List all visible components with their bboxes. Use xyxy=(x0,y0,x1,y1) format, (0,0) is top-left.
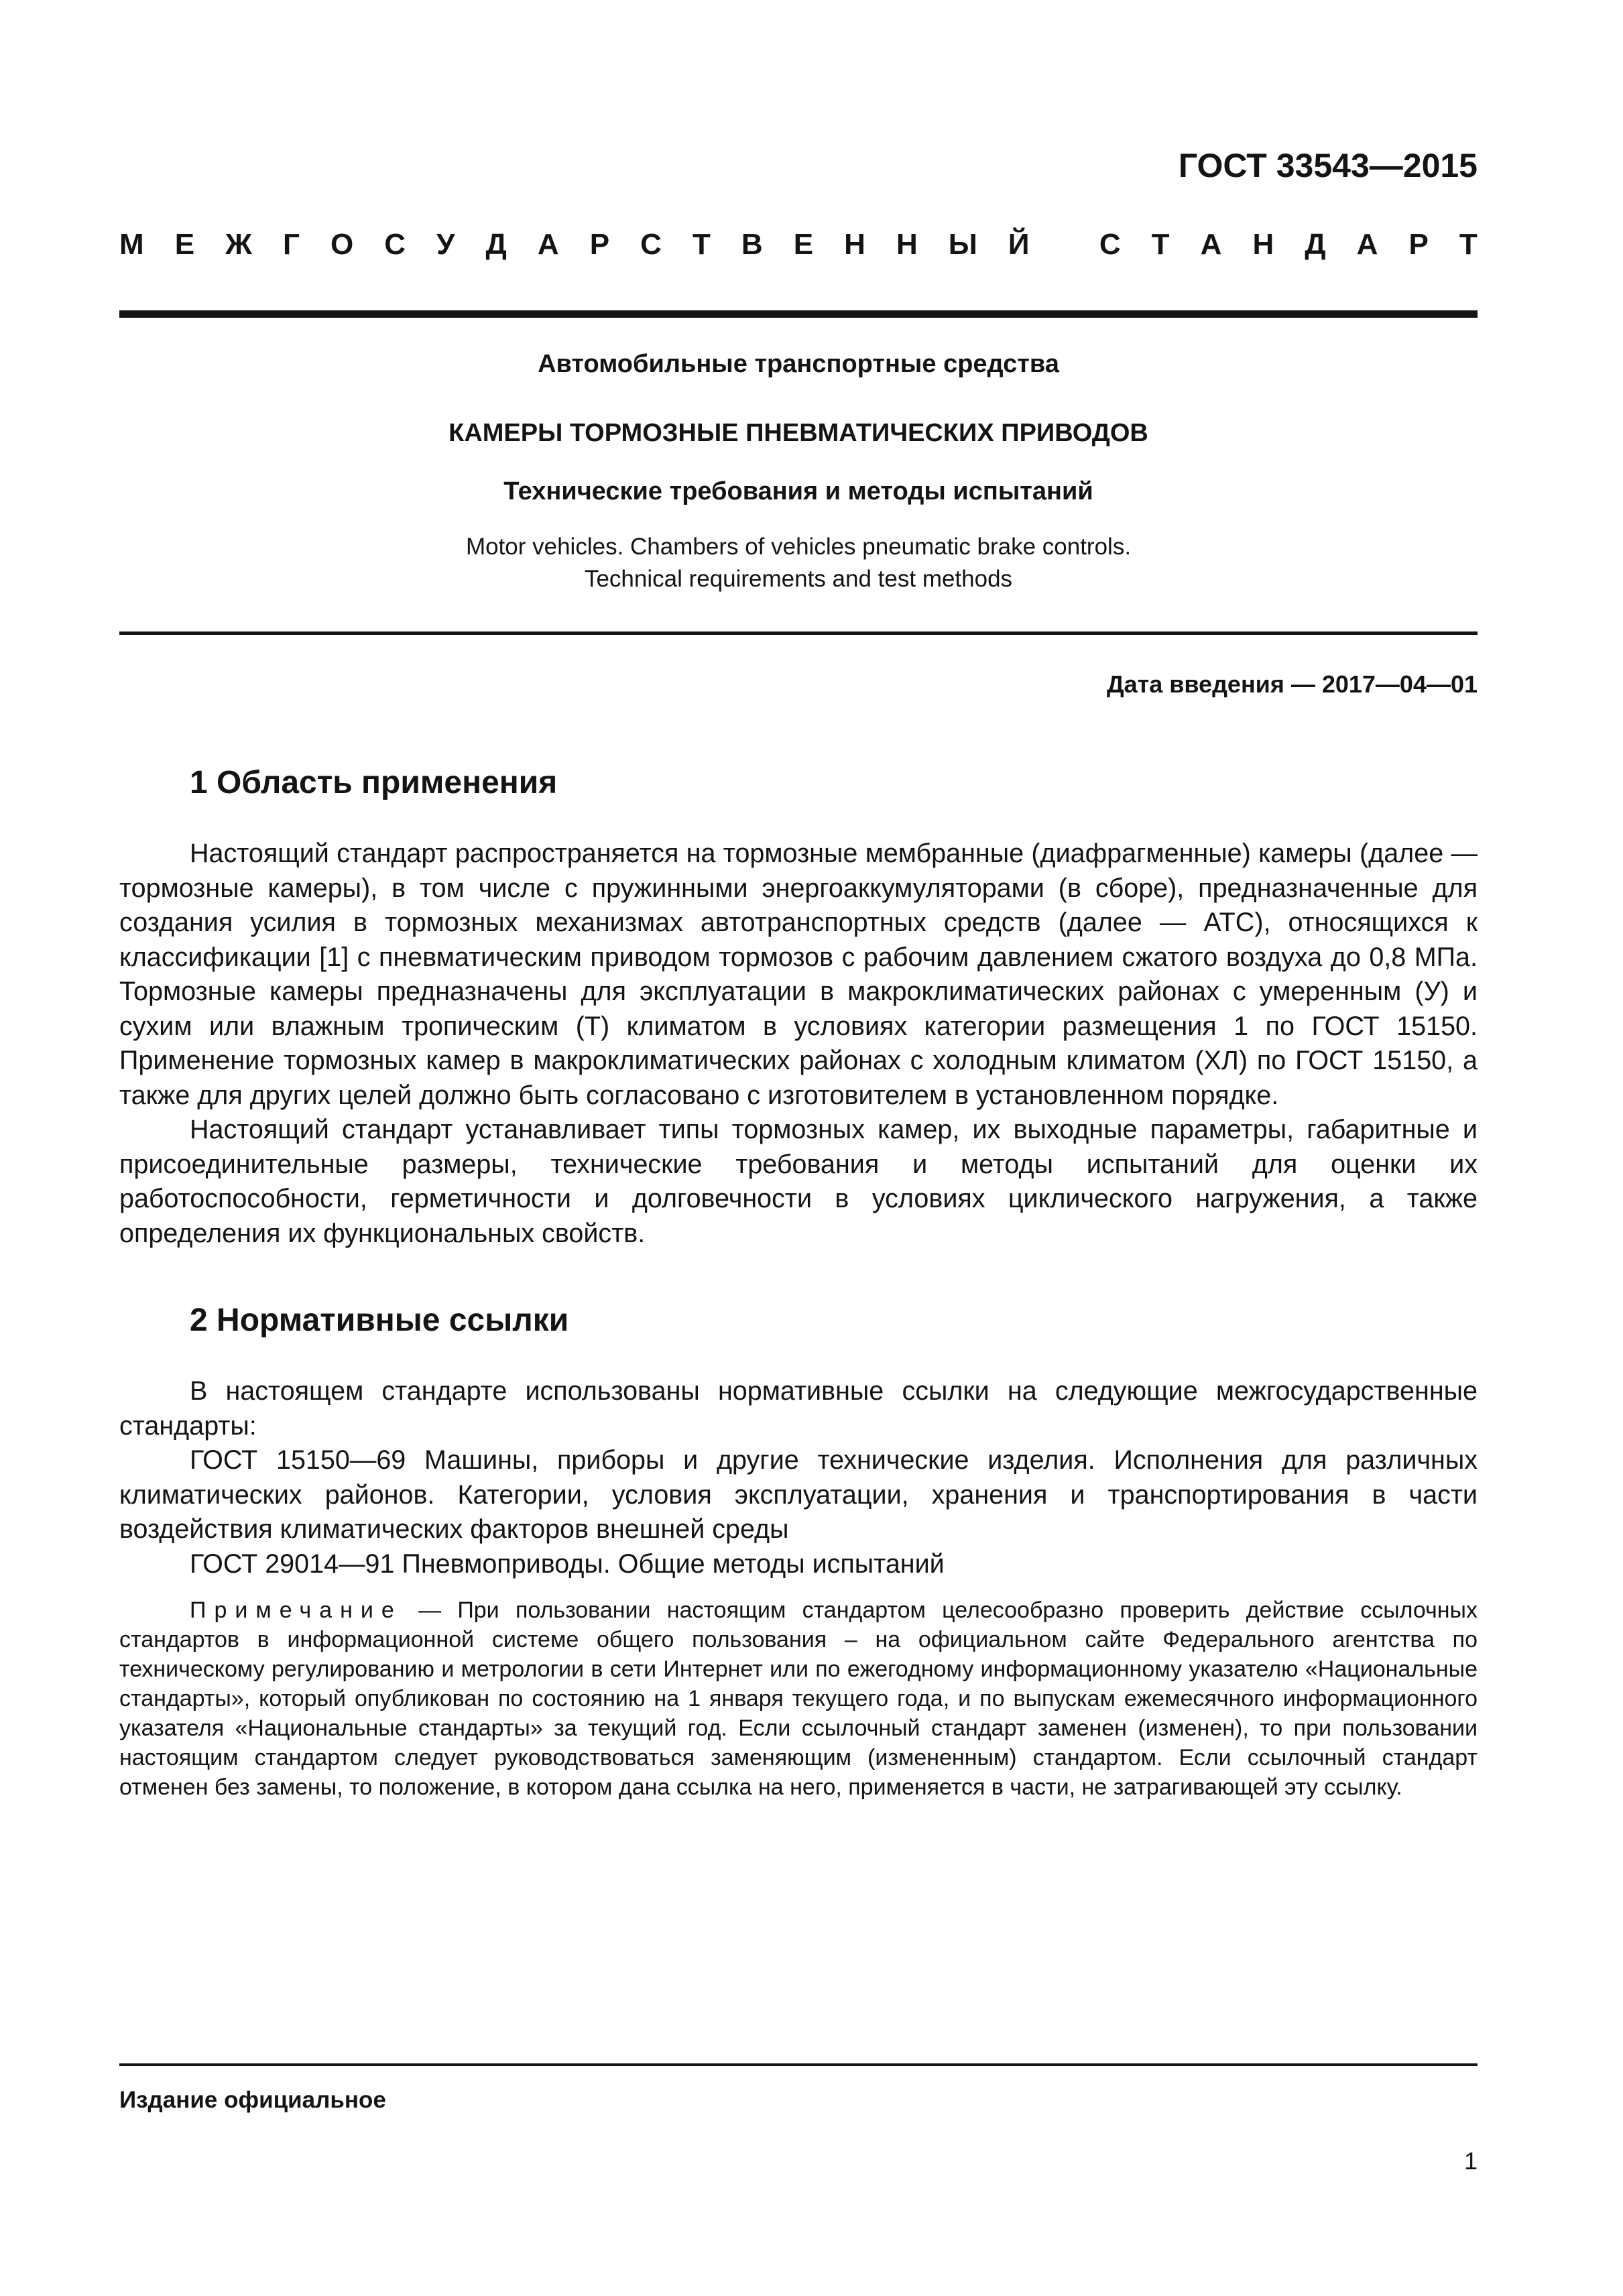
interstate-letter: Й xyxy=(1008,228,1030,261)
introduction-date: Дата введения — 2017—04—01 xyxy=(1106,670,1478,698)
interstate-letter: Т xyxy=(692,228,711,261)
footer-divider xyxy=(119,2063,1478,2066)
interstate-letter: Т xyxy=(1151,228,1170,261)
note-text: — При пользовании настоящим стандартом целесообразно проверить действие ссылочных стандартов в информационной системе общего пользования – на официальном сайте Федерального агентства по техническому регулированию и метрологии в сети Интернет или по ежегодному информационному указателю «Национальные стандарты», который опубликован по состоянию на 1 января текущего года, и по выпускам ежемесячного информационного указателя «Национальные стандарты» за текущий год. Если ссылочный стандарт заменен (изменен), то при пользовании настоящим стандартом следует руководствоваться заменяющим (измененным) стандартом. Если ссылочный стандарт отменен без замены, то положение, в котором дана ссылка на него, применяется в части, не затрагивающей эту ссылку. xyxy=(119,1597,1478,1800)
interstate-letter: А xyxy=(1200,228,1222,261)
title-category: Автомобильные транспортные средства xyxy=(538,350,1059,378)
english-title-line-2: Technical requirements and test methods xyxy=(584,566,1013,592)
interstate-letter: Н xyxy=(844,228,865,261)
interstate-letter: О xyxy=(330,228,354,261)
interstate-standard-heading xyxy=(119,228,1478,261)
interstate-letter: Н xyxy=(1252,228,1274,261)
interstate-letter: М xyxy=(119,228,144,261)
interstate-letter: Д xyxy=(1305,228,1326,261)
interstate-letter xyxy=(1061,228,1069,261)
section-1-paragraph-1: Настоящий стандарт распространяется на тормозные мембранные (диафрагменные) камеры (далее — тормозные камеры), в том числе с пружинными энергоаккумуляторами (в сборе), предназначенные для создания усилия в тормозных механизмах автотранспортных средств (далее — АТС), относящихся к классификации [1] с пневматическим приводом тормозов с рабочим давлением сжатого воздуха до 0,8 МПа. Тормозные камеры предназначены для эксплуатации в макроклиматических районах с умеренным (У) и сухим или влажным тропическим (Т) климатом в условиях категории размещения 1 по ГОСТ 15150. Применение тормозных камер в макроклиматических районах с холодным климатом (ХЛ) по ГОСТ 15150, а также для других целей должно быть согласовано с изготовителем в установленном порядке. xyxy=(119,839,1478,1110)
section-2-paragraph-1: В настоящем стандарте использованы нормативные ссылки на следующие межгосударственные стандарты: xyxy=(119,1376,1478,1441)
section-2-body xyxy=(119,1374,1478,1581)
interstate-letter: С xyxy=(1099,228,1121,261)
interstate-letter: Г xyxy=(282,228,300,261)
section-1-body xyxy=(119,837,1478,1251)
interstate-letter: Е xyxy=(793,228,814,261)
title-subtitle: Технические требования и методы испытаний xyxy=(503,477,1093,505)
interstate-letter: У xyxy=(436,228,455,261)
interstate-letter: Ы xyxy=(948,228,977,261)
reference-gost-15150: ГОСТ 15150—69 Машины, приборы и другие технические изделия. Исполнения для различных климатических районов. Категории, условия эксплуатации, хранения и транспортирования в части воздействия климатических факторов внешней среды xyxy=(119,1445,1478,1544)
english-title-line-1: Motor vehicles. Chambers of vehicles pneumatic brake controls. xyxy=(465,534,1132,560)
interstate-letter: Т xyxy=(1459,228,1478,261)
english-title xyxy=(119,531,1478,595)
interstate-letter: Р xyxy=(1408,228,1429,261)
title-main: КАМЕРЫ ТОРМОЗНЫЕ ПНЕВМАТИЧЕСКИХ ПРИВОДОВ xyxy=(448,419,1148,447)
section-1-heading: 1 Область применения xyxy=(190,765,558,800)
interstate-letter: С xyxy=(640,228,662,261)
reference-gost-29014: ГОСТ 29014—91 Пневмоприводы. Общие методы испытаний xyxy=(190,1549,945,1579)
interstate-letter: В xyxy=(741,228,763,261)
section-1-paragraph-2: Настоящий стандарт устанавливает типы тормозных камер, их выходные параметры, габаритные и присоединительные размеры, технические требования и методы испытаний для оценки их работоспособности, герметичности и долговечности в условиях циклического нагружения, а также определения их функциональных свойств. xyxy=(119,1115,1478,1248)
interstate-letter: Н xyxy=(896,228,918,261)
interstate-letter: А xyxy=(1356,228,1378,261)
interstate-letter: Д xyxy=(485,228,507,261)
interstate-letter: Ж xyxy=(225,228,252,261)
interstate-letter: С xyxy=(384,228,406,261)
page-number: 1 xyxy=(1463,2147,1478,2175)
document-code: ГОСТ 33543—2015 xyxy=(1178,147,1478,184)
interstate-letter: Е xyxy=(174,228,195,261)
section-2-heading: 2 Нормативные ссылки xyxy=(190,1303,569,1338)
edition-label: Издание официальное xyxy=(119,2087,386,2113)
header-divider xyxy=(119,310,1478,318)
interstate-letter: А xyxy=(537,228,559,261)
note-label: Примечание xyxy=(190,1597,402,1623)
interstate-letter: Р xyxy=(589,228,610,261)
note-block xyxy=(119,1595,1478,1802)
title-divider xyxy=(119,631,1478,635)
